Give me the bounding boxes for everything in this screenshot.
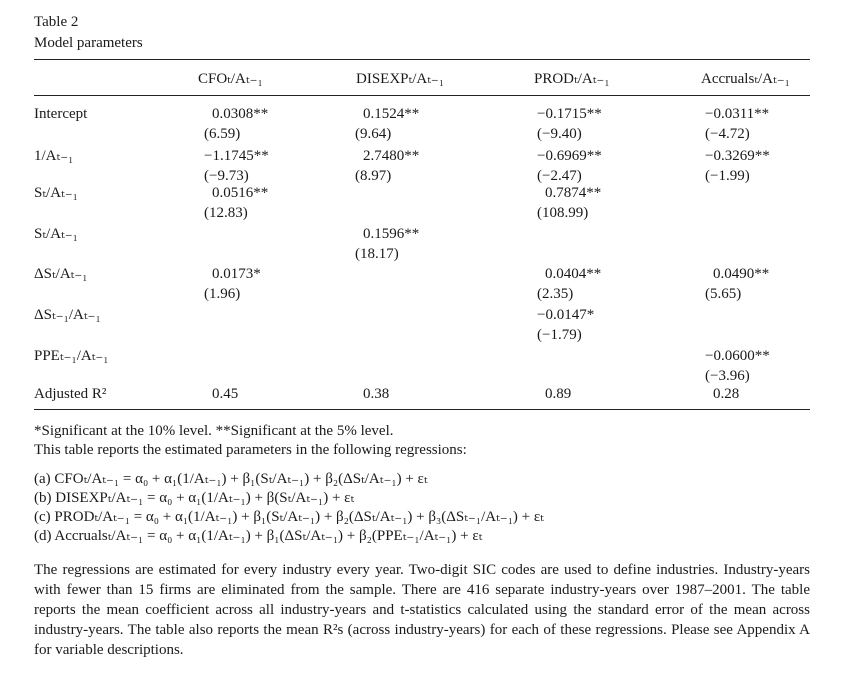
row-label: PPEₜ₋₁/Aₜ₋₁	[34, 348, 109, 364]
coefficient-prod: −0.0147*	[537, 307, 595, 323]
t-stat-cfo: (6.59)	[204, 126, 241, 142]
t-stat-disexp: (18.17)	[355, 246, 399, 262]
t-stat-disexp: (9.64)	[355, 126, 392, 142]
equation-d: (d) Accrualsₜ/Aₜ₋₁ = α₀ + α₁(1/Aₜ₋₁) + β₁(ΔSₜ/Aₜ₋₁) + β₂(PPEₜ₋₁/Aₜ₋₁) + εₜ	[34, 528, 483, 544]
row-label: Sₜ/Aₜ₋₁	[34, 185, 78, 201]
coefficient-disexp: 0.38	[363, 386, 390, 402]
coefficient-cfo: 0.0516**	[212, 185, 269, 201]
t-stat-accruals: (5.65)	[705, 286, 742, 302]
t-stat-prod: (2.35)	[537, 286, 574, 302]
coefficient-accruals: −0.0311**	[705, 106, 770, 122]
row-label: Sₜ/Aₜ₋₁	[34, 226, 78, 242]
t-stat-cfo: (−9.73)	[204, 168, 249, 184]
row-label: Adjusted R²	[34, 386, 107, 402]
column-header-disexp: DISEXPₜ/Aₜ₋₁	[356, 71, 445, 87]
t-stat-disexp: (8.97)	[355, 168, 392, 184]
column-header-cfo: CFOₜ/Aₜ₋₁	[198, 71, 263, 87]
coefficient-accruals: 0.28	[713, 386, 740, 402]
t-stat-cfo: (1.96)	[204, 286, 241, 302]
row-label: ΔSₜ/Aₜ₋₁	[34, 266, 88, 282]
t-stat-prod: (108.99)	[537, 205, 589, 221]
regressions-intro: This table reports the estimated parameters in the following regressions:	[34, 442, 467, 458]
t-stat-prod: (−9.40)	[537, 126, 582, 142]
regression-equations	[34, 470, 544, 546]
t-stat-accruals: (−1.99)	[705, 168, 750, 184]
coefficient-disexp: 0.1596**	[363, 226, 420, 242]
table-number: Table 2	[34, 14, 79, 30]
equation-b: (b) DISEXPₜ/Aₜ₋₁ = α₀ + α₁(1/Aₜ₋₁) + β(Sₜ/Aₜ₋₁) + εₜ	[34, 490, 355, 506]
row-label: ΔSₜ₋₁/Aₜ₋₁	[34, 307, 101, 323]
t-stat-prod: (−2.47)	[537, 168, 582, 184]
table-caption	[34, 12, 143, 54]
coefficient-cfo: 0.45	[212, 386, 239, 402]
coefficient-cfo: −1.1745**	[204, 148, 269, 164]
coefficient-prod: 0.89	[545, 386, 572, 402]
coefficient-prod: −0.1715**	[537, 106, 602, 122]
coefficient-prod: −0.6969**	[537, 148, 602, 164]
t-stat-accruals: (−4.72)	[705, 126, 750, 142]
t-stat-prod: (−1.79)	[537, 327, 582, 343]
coefficient-disexp: 2.7480**	[363, 148, 420, 164]
equation-c: (c) PRODₜ/Aₜ₋₁ = α₀ + α₁(1/Aₜ₋₁) + β₁(Sₜ/Aₜ₋₁) + β₂(ΔSₜ/Aₜ₋₁) + β₃(ΔSₜ₋₁/Aₜ₋₁) + εₜ	[34, 509, 544, 525]
description-paragraph: The regressions are estimated for every industry every year. Two-digit SIC codes are used to define industries. Industry-years with fewer than 15 firms are eliminated from the sample. There are 416 separate industry-years over 1987–2001. The table reports the mean coefficient across all industry-years and t-statistics calculated using the standard error of the mean across industry-years. The table also reports the mean R²s (across industry-years) for each of these regressions. Please see Appendix A for variable descriptions.	[34, 562, 810, 658]
t-stat-cfo: (12.83)	[204, 205, 248, 221]
coefficient-accruals: −0.3269**	[705, 148, 770, 164]
equation-a: (a) CFOₜ/Aₜ₋₁ = α₀ + α₁(1/Aₜ₋₁) + β₁(Sₜ/Aₜ₋₁) + β₂(ΔSₜ/Aₜ₋₁) + εₜ	[34, 471, 428, 487]
table-notes	[34, 422, 467, 460]
significance-note: *Significant at the 10% level. **Significant at the 5% level.	[34, 423, 394, 439]
coefficient-cfo: 0.0173*	[212, 266, 261, 282]
t-stat-accruals: (−3.96)	[705, 368, 750, 384]
coefficient-prod: 0.7874**	[545, 185, 602, 201]
bottom-rule	[34, 409, 810, 410]
coefficient-accruals: 0.0490**	[713, 266, 770, 282]
column-header-accruals: Accrualsₜ/Aₜ₋₁	[701, 71, 790, 87]
coefficient-prod: 0.0404**	[545, 266, 602, 282]
row-label: 1/Aₜ₋₁	[34, 148, 74, 164]
table-title: Model parameters	[34, 35, 143, 51]
header-rule	[34, 95, 810, 96]
coefficient-disexp: 0.1524**	[363, 106, 420, 122]
coefficient-cfo: 0.0308**	[212, 106, 269, 122]
coefficient-accruals: −0.0600**	[705, 348, 770, 364]
top-rule	[34, 59, 810, 60]
column-header-prod: PRODₜ/Aₜ₋₁	[534, 71, 610, 87]
row-label: Intercept	[34, 106, 88, 122]
